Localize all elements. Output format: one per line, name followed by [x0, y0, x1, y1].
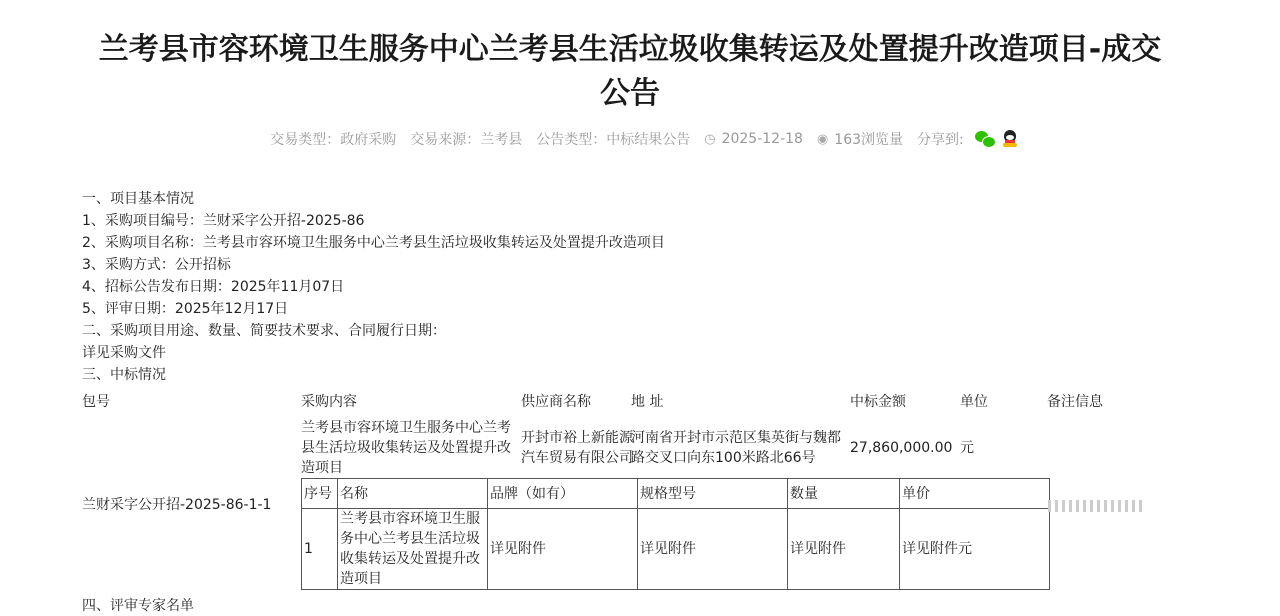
inner-cell-quantity: 详见附件: [788, 509, 900, 590]
item-detail-table: [301, 478, 1050, 590]
notice-publish-date: 4、招标公告发布日期：2025年11月07日: [82, 279, 345, 295]
header-amount: 中标金额: [850, 394, 906, 410]
project-name: 2、采购项目名称：兰考县市容环境卫生服务中心兰考县生活垃圾收集转运及处置提升改造项目: [82, 235, 665, 251]
section-requirements: 二、采购项目用途、数量、简要技术要求、合同履行日期：: [82, 323, 446, 339]
trade-source: 交易来源：兰考县: [410, 132, 523, 148]
row-unit: 元: [960, 440, 974, 456]
header-unit: 单位: [960, 394, 988, 410]
trade-type: 交易类型：政府采购: [270, 132, 397, 148]
header-supplier: 供应商名称: [521, 394, 591, 410]
share-label: 分享到:: [917, 132, 964, 148]
see-procurement-docs: 详见采购文件: [82, 345, 166, 361]
clock-icon: ◷: [704, 131, 716, 147]
meta-bar: [0, 128, 1280, 150]
row-amount: 27,860,000.00: [850, 440, 953, 456]
row-package: 兰财采字公开招-2025-86-1-1: [82, 497, 272, 513]
header-remark: 备注信息: [1047, 394, 1103, 410]
wechat-share-icon[interactable]: [975, 131, 995, 147]
section-award: 三、中标情况: [82, 367, 166, 383]
inner-header-quantity: 数量: [788, 479, 900, 509]
inner-header-seq: 序号: [302, 479, 338, 509]
project-number: 1、采购项目编号：兰财采字公开招-2025-86: [82, 213, 365, 229]
inner-header-spec: 规格型号: [638, 479, 788, 509]
inner-cell-brand: 详见附件: [488, 509, 638, 590]
eye-icon: ◉: [816, 131, 829, 147]
inner-header-name: 名称: [338, 479, 488, 509]
inner-cell-spec: 详见附件: [638, 509, 788, 590]
page-title: 兰考县市容环境卫生服务中心兰考县生活垃圾收集转运及处置提升改造项目-成交公告: [98, 32, 1162, 111]
inner-cell-seq: 1: [302, 509, 338, 590]
header-address: 地 址: [631, 394, 664, 410]
inner-cell-price: 详见附件元: [900, 509, 1050, 590]
review-date: 5、评审日期：2025年12月17日: [82, 301, 289, 317]
row-supplier: 开封市裕上新能源汽车贸易有限公司: [521, 430, 633, 466]
procurement-method: 3、采购方式：公开招标: [82, 257, 231, 273]
publish-date: [704, 131, 803, 147]
inner-header-brand: 品牌（如有）: [488, 479, 638, 509]
section-basic-info: 一、项目基本情况: [82, 191, 194, 207]
notice-body: [82, 188, 665, 386]
notice-type: 公告类型：中标结果公告: [536, 132, 691, 148]
header-content: 采购内容: [301, 394, 357, 410]
view-count: [817, 129, 903, 149]
inner-header-price: 单价: [900, 479, 1050, 509]
inner-cell-name: 兰考县市容环境卫生服务中心兰考县生活垃圾收集转运及处置提升改造项目: [338, 509, 488, 590]
publish-date-value: 2025-12-18: [721, 131, 803, 147]
table-row: [302, 509, 1050, 590]
header-package: 包号: [82, 394, 110, 410]
section-experts: 四、评审专家名单: [82, 598, 194, 614]
view-count-value: 163浏览量: [834, 132, 904, 148]
row-content: 兰考县市容环境卫生服务中心兰考县生活垃圾收集转运及处置提升改造项目: [301, 420, 511, 476]
qq-share-icon[interactable]: [1003, 130, 1017, 148]
table-row: [302, 479, 1050, 509]
row-address: 河南省开封市示范区集英街与魏都路交叉口向东100米路北66号: [631, 430, 841, 466]
horizontal-scroll-indicator[interactable]: [1048, 497, 1158, 511]
